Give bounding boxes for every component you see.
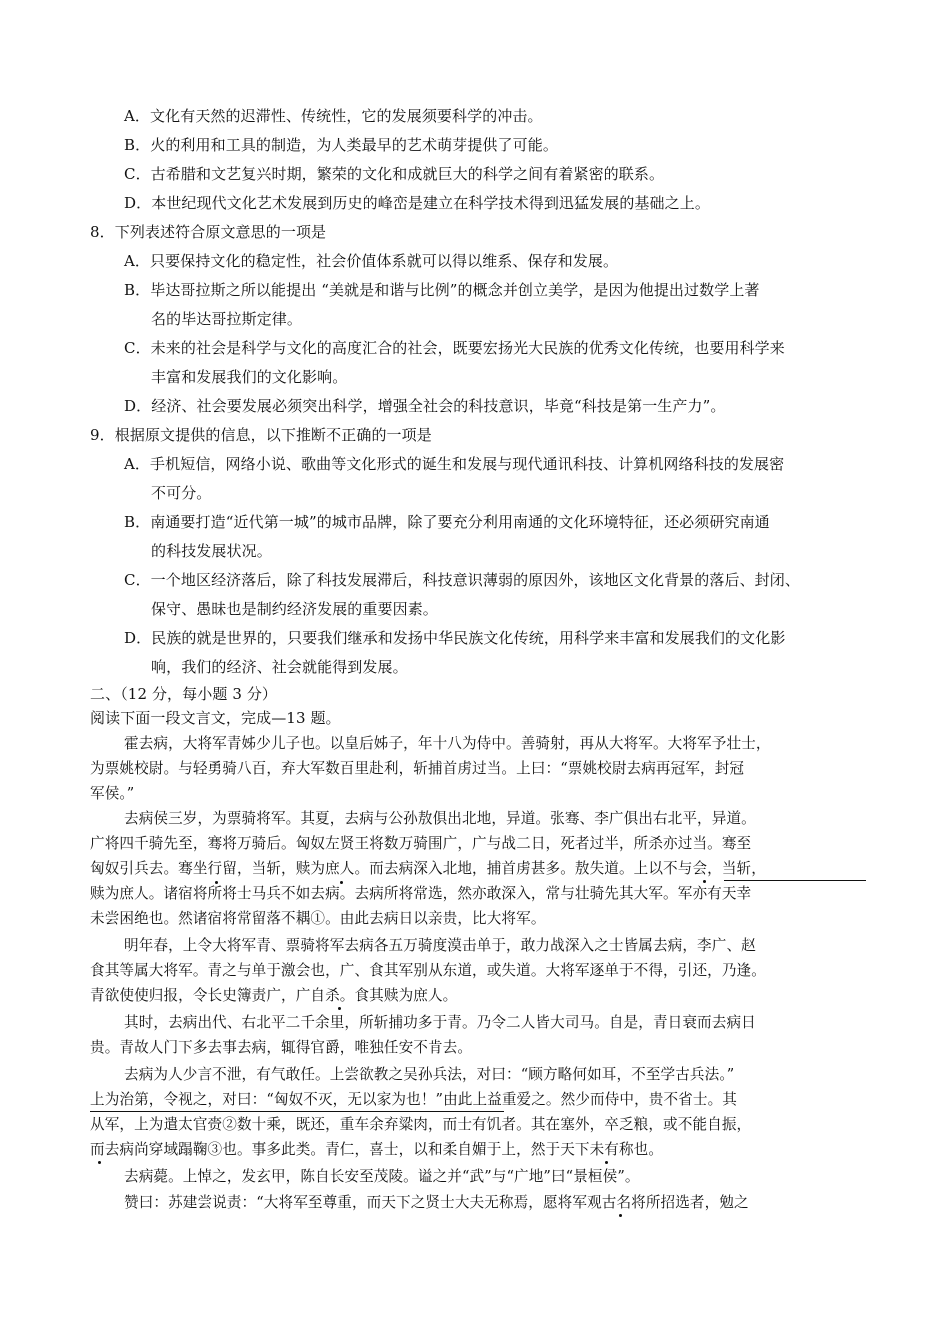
classical-text-line: 食其等属大将军。青之与单于激会也，广、食其军别从东道，或失道。大将军逐单于不得，引还，乃逢。 xyxy=(90,962,766,979)
classical-text-line: 赎为庶人。诸宿将所将士马兵不如去病。去病所将常选，然亦敢深入，常与壮骑先其大军。军亦有天幸 xyxy=(90,885,752,902)
option-7c: C．古希腊和文艺复兴时期，繁荣的文化和成就巨大的科学之间有着紧密的联系。 xyxy=(124,165,665,183)
question-9: 9．根据原文提供的信息，以下推断不正确的一项是 xyxy=(90,426,432,444)
emphasis-dot xyxy=(338,1007,341,1010)
classical-text-line: 去病侯三岁，为票骑将军。其夏，去病与公孙敖俱出北地，异道。张骞、李广俱出右北平，异道。 xyxy=(124,810,756,827)
classical-text-line: 去病为人少言不泄，有气敢任。上尝欲教之吴孙兵法，对曰：“顾方略何如耳，不至学古兵法。” xyxy=(124,1066,735,1083)
option-9d: D．民族的就是世界的，只要我们继承和发扬中华民族文化传统，用科学来丰富和发展我们的文化影 xyxy=(124,629,786,647)
emphasis-dot xyxy=(703,880,706,883)
underline-mark xyxy=(724,880,866,881)
classical-text-line: 广将四千骑先至，骞将万骑后。匈奴左贤王将数万骑围广，广与战二日，死者过半，所杀亦过当。骞至 xyxy=(90,835,752,852)
classical-text-line: 赞曰：苏建尝说责：“大将军至尊重，而天下之贤士大夫无称焉，愿将军观古名将所招选者，勉之 xyxy=(124,1194,749,1211)
option-9a-cont: 不可分。 xyxy=(151,484,212,502)
option-7b: B．火的利用和工具的制造，为人类最早的艺术萌芽提供了可能。 xyxy=(124,136,558,154)
option-9c-cont: 保守、愚昧也是制约经济发展的重要因素。 xyxy=(151,600,438,618)
option-9b-cont: 的科技发展状况。 xyxy=(151,542,272,560)
option-9d-cont: 响，我们的经济、社会就能得到发展。 xyxy=(151,658,408,676)
option-7a: A．文化有天然的迟滞性、传统性，它的发展须要科学的冲击。 xyxy=(124,107,543,125)
option-8a: A．只要保持文化的稳定性，社会价值体系就可以得以维系、保存和发展。 xyxy=(124,252,619,270)
option-9a: A．手机短信，网络小说、歌曲等文化形式的诞生和发展与现代通讯科技、计算机网络科技的发展密 xyxy=(124,455,785,473)
underline-mark xyxy=(90,1111,504,1112)
classical-text-line: 而去病尚穿域蹋鞠③也。事多此类。青仁，喜士，以和柔自媚于上，然于天下未有称也。 xyxy=(90,1141,664,1158)
option-8c-cont: 丰富和发展我们的文化影响。 xyxy=(151,368,348,386)
option-8b: B．毕达哥拉斯之所以能提出 “美就是和谐与比例”的概念并创立美学，是因为他提出过数学上著 xyxy=(124,281,760,299)
classical-text-line: 青欲使使归报，令长史簿责广，广自杀。食其赎为庶人。 xyxy=(90,987,458,1004)
emphasis-dot xyxy=(340,881,343,884)
option-9c: C．一个地区经济落后，除了科技发展滞后，科技意识薄弱的原因外，该地区文化背景的落后、封闭、 xyxy=(124,571,800,589)
classical-text-line: 霍去病，大将军青姊少儿子也。以皇后姊子，年十八为侍中。善骑射，再从大将军。大将军予壮士， xyxy=(124,735,771,752)
question-8: 8．下列表述符合原文意思的一项是 xyxy=(90,223,327,241)
classical-text-line: 贵。青故人门下多去事去病，辄得官爵，唯独任安不肯去。 xyxy=(90,1039,473,1056)
emphasis-dot xyxy=(98,1161,101,1164)
classical-text-line: 上为治第，令视之，对曰：“匈奴不灭，无以家为也！”由此上益重爱之。然少而侍中，贵不省士。其 xyxy=(90,1091,737,1108)
classical-text-line: 匈奴引兵去。骞坐行留，当斩，赎为庶人。而去病深入北地，捕首虏甚多。敖失道。上以不与会，当斩， xyxy=(90,860,766,877)
reading-instruction: 阅读下面一段文言文，完成—13 题。 xyxy=(90,709,341,727)
emphasis-dot xyxy=(619,1214,622,1217)
classical-text-line: 为票姚校尉。与轻勇骑八百，弃大军数百里赴利，斩捕首虏过当。上曰：“票姚校尉去病再冠军，封冠 xyxy=(90,760,745,777)
classical-text-line: 去病薨。上悼之，发玄甲，陈自长安至茂陵。谥之并“武”与“广地”曰“景桓侯”。 xyxy=(124,1168,640,1185)
classical-text-line: 军侯。” xyxy=(90,785,135,802)
emphasis-dot xyxy=(215,881,218,884)
classical-text-line: 其时，去病出代、右北平二千余里，所斩捕功多于青。乃令二人皆大司马。自是，青日衰而去病日 xyxy=(124,1014,756,1031)
option-9b: B．南通要打造“近代第一城”的城市品牌，除了要充分利用南通的文化环境特征，还必须研究南通 xyxy=(124,513,770,531)
section-two-heading: 二、（12 分，每小题 3 分） xyxy=(90,685,278,703)
option-8d: D．经济、社会要发展必须突出科学，增强全社会的科技意识，毕竟“科技是第一生产力”。 xyxy=(124,397,726,415)
classical-text-line: 明年春，上令大将军青、票骑将军去病各五万骑度漠击单于，敢力战深入之士皆属去病，李广、赵 xyxy=(124,937,756,954)
option-8c: C．未来的社会是科学与文化的高度汇合的社会，既要宏扬光大民族的优秀文化传统，也要用科学来 xyxy=(124,339,785,357)
classical-text-line: 从军，上为遣太官赍②数十乘，既还，重车余弃粱肉，而士有饥者。其在塞外，卒乏粮，或不能自振， xyxy=(90,1116,752,1133)
emphasis-dot xyxy=(605,1161,608,1164)
option-8b-cont: 名的毕达哥拉斯定律。 xyxy=(151,310,303,328)
option-7d: D．本世纪现代文化艺术发展到历史的峰峦是建立在科学技术得到迅猛发展的基础之上。 xyxy=(124,194,710,212)
classical-text-line: 未尝困绝也。然诸宿将常留落不耦①。由此去病日以亲贵，比大将军。 xyxy=(90,910,546,927)
